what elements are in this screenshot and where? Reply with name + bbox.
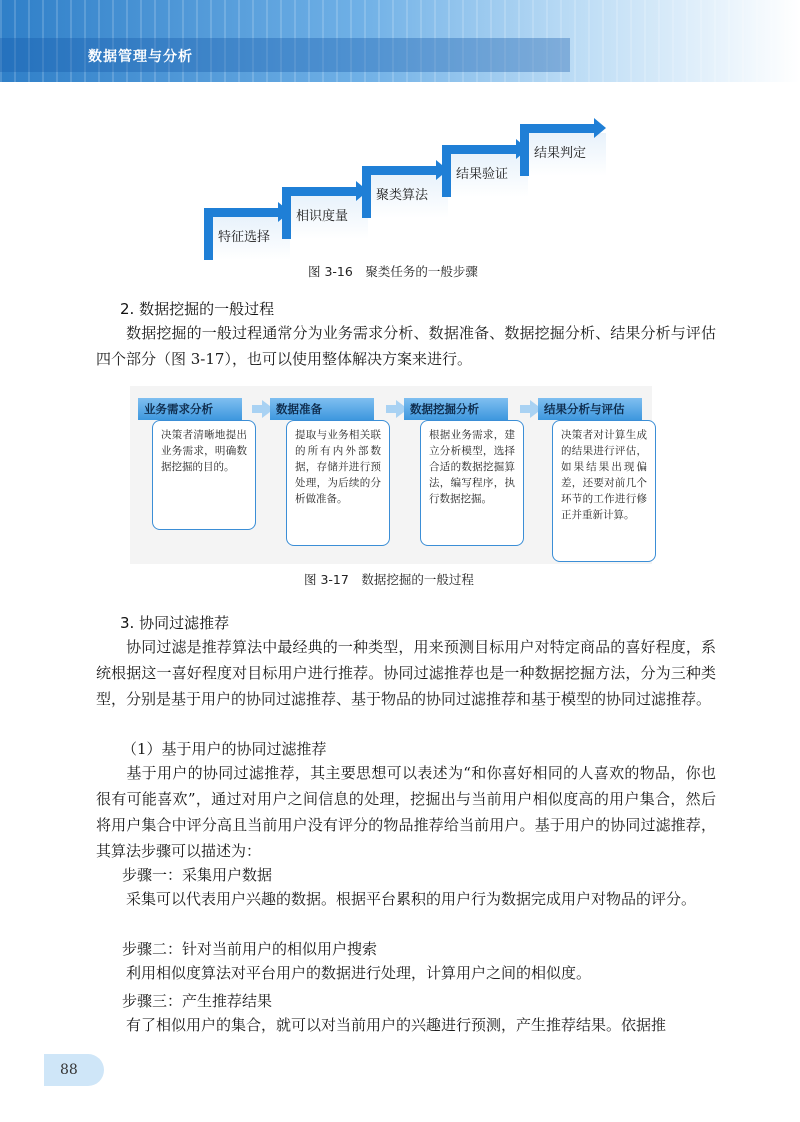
section-3-text-2: 基于用户的协同过滤推荐，其主要思想可以表述为“和你喜好相同的人喜欢的物品，你也很有可能喜欢”，通过对用户之间信息的处理，挖掘出与当前用户相似度高的用户集合，然后将用户集合中评分高且当前用户没有评分的物品推荐给当前用户。基于用户的协同过滤推荐，其算法步骤可以描述为： bbox=[96, 764, 716, 860]
figure-3-16-staircase bbox=[200, 124, 610, 256]
stair-step-label: 聚类算法 bbox=[376, 188, 429, 203]
stair-step-label: 特征选择 bbox=[218, 230, 271, 245]
flow-box-body-4: 决策者对计算生成的结果进行评估，如果结果出现偏差，还要对前几个环节的工作进行修正并重新计算。 bbox=[552, 420, 656, 562]
section-2-heading: 2. 数据挖掘的一般过程 bbox=[120, 300, 275, 318]
figure-3-16-caption: 图 3-16 聚类任务的一般步骤 bbox=[308, 264, 478, 279]
stair-step-3 bbox=[362, 166, 448, 218]
page-header bbox=[0, 0, 800, 82]
section-3-text-5: 有了相似用户的集合，就可以对当前用户的兴趣进行预测，产生推荐结果。依据推 bbox=[126, 1016, 667, 1034]
section-3-paragraph-1 bbox=[96, 634, 716, 712]
page-number: 88 bbox=[60, 1062, 78, 1078]
section-2-paragraph bbox=[96, 320, 716, 372]
section-3-text-4: 利用相似度算法对平台用户的数据进行处理，计算用户之间的相似度。 bbox=[126, 964, 592, 982]
section-3-paragraph-3 bbox=[96, 886, 716, 912]
step-1-heading: 步骤一：采集用户数据 bbox=[122, 866, 273, 884]
stair-step-label: 相识度量 bbox=[296, 209, 349, 224]
step-3-heading: 步骤三：产生推荐结果 bbox=[122, 992, 273, 1010]
stair-step-5 bbox=[520, 124, 606, 176]
flow-box-body-2: 提取与业务相关联的所有内外部数据，存储并进行预处理，为后续的分析做准备。 bbox=[286, 420, 390, 546]
section-3-paragraph-2 bbox=[96, 760, 716, 864]
section-3-paragraph-4 bbox=[96, 960, 716, 986]
stair-step-label: 结果判定 bbox=[534, 146, 587, 161]
flow-box-body-1: 决策者清晰地提出业务需求，明确数据挖掘的目的。 bbox=[152, 420, 256, 530]
section-3-text-1: 协同过滤是推荐算法中最经典的一种类型，用来预测目标用户对特定商品的喜好程度，系统根据这一喜好程度对目标用户进行推荐。协同过滤推荐也是一种数据挖掘方法，分为三种类型，分别是基于用户的协同过滤推荐、基于物品的协同过滤推荐和基于模型的协同过滤推荐。 bbox=[96, 638, 716, 708]
subsection-1-heading: （1）基于用户的协同过滤推荐 bbox=[122, 740, 327, 758]
section-2-text: 数据挖掘的一般过程通常分为业务需求分析、数据准备、数据挖掘分析、结果分析与评估四个部分（图 3-17），也可以使用整体解决方案来进行。 bbox=[96, 324, 716, 368]
stair-step-2 bbox=[282, 187, 368, 239]
flow-box-title-3: 数据挖掘分析 bbox=[404, 398, 508, 420]
section-3-paragraph-5 bbox=[96, 1012, 716, 1038]
step-2-heading: 步骤二：针对当前用户的相似用户搜索 bbox=[122, 940, 378, 958]
flow-box-title-4: 结果分析与评估 bbox=[538, 398, 642, 420]
flow-box-body-3: 根据业务需求，建立分析模型，选择合适的数据挖掘算法，编写程序，执行数据挖掘。 bbox=[420, 420, 524, 546]
section-3-heading: 3. 协同过滤推荐 bbox=[120, 614, 230, 632]
stair-step-1 bbox=[204, 208, 290, 260]
header-band bbox=[0, 38, 570, 72]
stair-step-label: 结果验证 bbox=[456, 167, 509, 182]
flow-box-title-1: 业务需求分析 bbox=[138, 398, 242, 420]
flow-box-title-2: 数据准备 bbox=[270, 398, 374, 420]
header-title: 数据管理与分析 bbox=[88, 49, 193, 65]
figure-3-17-caption: 图 3-17 数据挖掘的一般过程 bbox=[304, 572, 474, 587]
stair-step-4 bbox=[442, 145, 528, 197]
figure-3-17-flowchart bbox=[130, 386, 652, 564]
section-3-text-3: 采集可以代表用户兴趣的数据。根据平台累积的用户行为数据完成用户对物品的评分。 bbox=[126, 890, 697, 908]
